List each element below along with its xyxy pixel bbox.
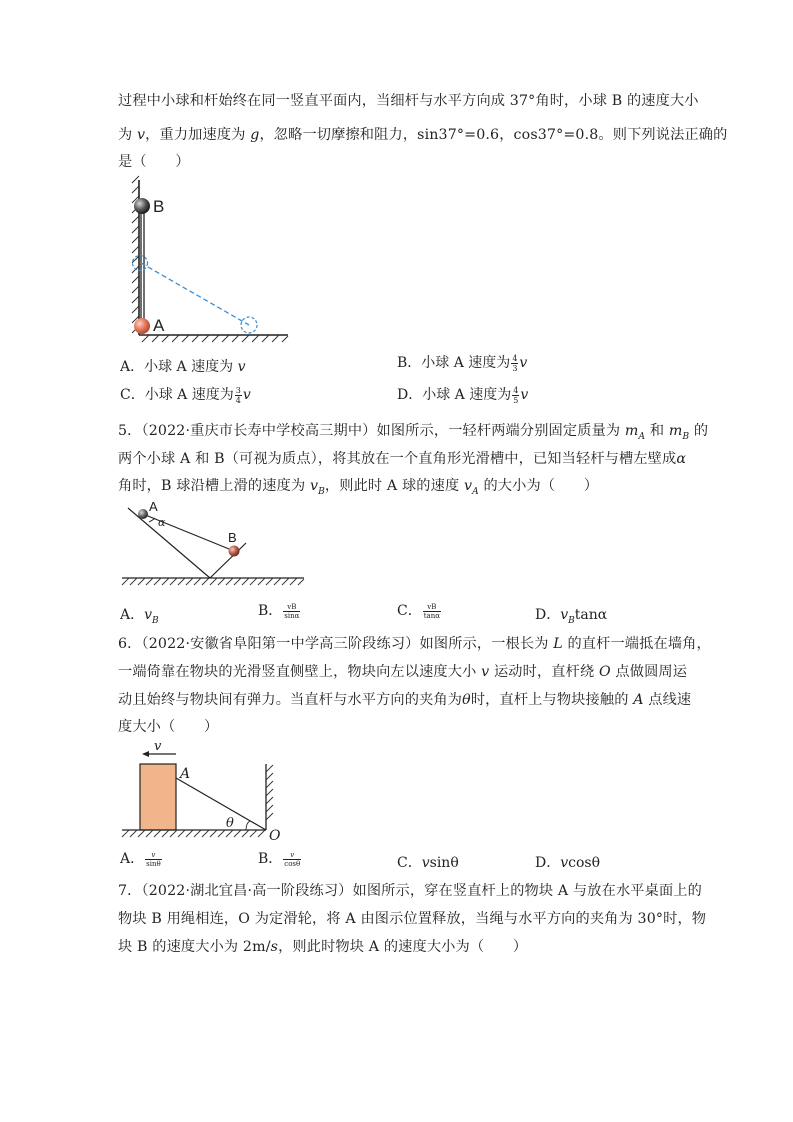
q5-sub: A [472, 486, 479, 497]
q5-option-a-text: A． [120, 607, 145, 623]
q6-option-c-text: C． [397, 855, 422, 871]
q4-text-line-3: 是（ ） [118, 154, 190, 170]
q4-figure [120, 180, 300, 345]
q5-option-d[interactable] [535, 604, 607, 626]
q6-option-d-var: v [560, 855, 569, 871]
q4-var-g: g [250, 127, 260, 143]
q4-option-c[interactable] [120, 384, 251, 405]
q6-var-a: A [633, 692, 644, 708]
q6-option-d-text: D． [535, 855, 561, 871]
q6-angle-arc [246, 821, 250, 830]
q4-option-b-text: B．小球 A 速度为 [397, 355, 511, 371]
frac-numerator: v [283, 851, 301, 860]
q4-option-a-var: v [237, 359, 246, 375]
q5-option-b-fraction [283, 603, 300, 620]
q6-var-v: v [481, 664, 490, 680]
q5-text: 两个小球 A 和 B（可视为质点），将其放在一个直角形光滑槽中，已知当轻杆与槽左壁成 [118, 451, 677, 467]
q6-block [140, 764, 176, 830]
q6-option-b[interactable] [258, 848, 302, 868]
q4-option-c-fraction [235, 386, 242, 405]
q5-var-v: v [309, 478, 319, 494]
q6-ground-hatch [122, 830, 265, 837]
q6-label-a: A [180, 766, 191, 782]
q5-text-line-2 [118, 448, 686, 468]
q6-figure [118, 739, 298, 844]
q6-option-c[interactable] [397, 852, 459, 872]
q5-option-b[interactable] [258, 600, 301, 620]
q4-option-a-text: A．小球 A 速度为 [120, 359, 238, 375]
q4-option-b-fraction [511, 354, 518, 373]
q4-text-line-2 [118, 124, 727, 144]
q6-label-o: O [269, 828, 281, 844]
q5-option-a[interactable] [120, 604, 159, 626]
q4-option-d[interactable] [397, 384, 528, 405]
frac-numerator: 4 [513, 385, 519, 395]
q5-text: 的大小为（ ） [478, 478, 599, 494]
q4-option-d-text: D．小球 A 速度为 [397, 387, 512, 403]
q6-text: 的直杆一端抵在墙角， [562, 636, 711, 652]
q6-wall-hatch [266, 765, 273, 820]
q4-text: ，忽略一切摩擦和阻力，sin37°=0.6，cos37°=0.8。则下列说法正确的 [259, 127, 728, 143]
q6-option-d-rest: cosθ [568, 855, 601, 871]
q5-var-m: m [624, 423, 639, 439]
q5-option-d-var: v [560, 607, 569, 623]
q4-ball-a [134, 318, 150, 334]
frac-denominator: 3 [512, 363, 518, 373]
q7-text-line-2: 物块 B 用绳相连，O 为定滑轮，将 A 由图示位置释放，当绳与水平方向的夹角为 30°时，物 [118, 911, 707, 927]
q4-option-c-text: C．小球 A 速度为 [120, 387, 234, 403]
q4-option-a[interactable] [120, 356, 246, 376]
frac-numerator: v [145, 851, 162, 860]
frac-numerator: 3 [235, 385, 241, 395]
q4-text-line-1: 过程中小球和杆始终在同一竖直平面内，当细杆与水平方向成 37°角时，小球 B 的速度大小 [118, 93, 699, 109]
q5-label-b: B [228, 530, 237, 545]
q4-option-d-var: v [520, 387, 529, 403]
q5-option-a-sub: B [152, 615, 159, 626]
frac-denominator: sinθ [146, 859, 161, 868]
q6-text: 运动时，直杆绕 [489, 664, 599, 680]
q7-var-s: s [270, 939, 279, 955]
q5-sub: A [638, 431, 646, 442]
q7-text-line-1: 7．（2022·湖北宜昌·高一阶段练习）如图所示，穿在竖直杆上的物块 A 与放在水平桌面上的 [118, 883, 702, 899]
q4-option-c-var: v [242, 387, 251, 403]
q6-var-o: O [598, 664, 611, 680]
q5-option-c-fraction [423, 603, 441, 620]
q6-label-v: v [154, 739, 162, 754]
q5-option-a-var: v [144, 607, 153, 623]
frac-numerator: 4 [512, 353, 518, 363]
q4-option-d-fraction [512, 386, 519, 405]
q5-option-d-rest: tanα [574, 607, 608, 623]
q5-text: 角时，B 球沿槽上滑的速度为 [118, 478, 310, 494]
q6-option-a-text: A． [120, 851, 145, 867]
q5-angle-arc [149, 518, 155, 522]
q7-text: ，则此时物块 A 的速度大小为（ ） [278, 939, 528, 955]
q4-text: ，重力加速度为 [145, 127, 251, 143]
q6-text: 一端倚靠在物块的光滑竖直侧壁上，物块向左以速度大小 [118, 664, 482, 680]
q4-ball-b [134, 198, 150, 214]
q5-option-c-text: C． [397, 603, 422, 619]
q5-text-line-1 [118, 420, 708, 442]
q6-text: 6．（2022·安徽省阜阳第一中学高三阶段练习）如图所示，一根长为 [118, 636, 554, 652]
q5-var-alpha: α [676, 451, 687, 467]
q5-option-c[interactable] [397, 600, 442, 620]
q5-sub: B [682, 431, 690, 442]
q5-var-m: m [668, 423, 683, 439]
q6-text-line-2 [118, 661, 687, 681]
q5-label-a: A [149, 499, 158, 514]
q4-option-b[interactable] [397, 352, 527, 373]
q5-text: 的 [689, 423, 709, 439]
q6-text-line-1 [118, 633, 711, 653]
q5-label-alpha: α [158, 516, 166, 529]
q5-ball-b [229, 546, 240, 557]
q6-option-a[interactable] [120, 848, 163, 868]
q4-option-b-var: v [519, 355, 528, 371]
q4-var-v: v [137, 127, 146, 143]
frac-denominator: cosθ [284, 859, 301, 868]
q7-text: 块 B 的速度大小为 2m/ [118, 939, 271, 955]
q5-text-line-3 [118, 475, 598, 497]
q7-text-line-3 [118, 936, 527, 956]
q5-text: 和 [645, 423, 669, 439]
q6-var-l: L [553, 636, 563, 652]
q6-rod [176, 778, 266, 830]
q6-option-c-var: v [421, 855, 430, 871]
q5-figure [118, 500, 308, 592]
q5-option-d-text: D． [535, 607, 561, 623]
q6-var-theta: θ [462, 692, 471, 708]
q4-label-b: B [153, 197, 165, 216]
q5-text: 5．（2022·重庆市长寿中学校高三期中）如图所示，一轻杆两端分别固定质量为 [118, 423, 625, 439]
q4-floor-hatch [142, 335, 288, 342]
q5-option-d-sub: B [568, 615, 575, 626]
q5-groove-left-wall [128, 508, 210, 578]
q5-option-b-text: B． [258, 603, 283, 619]
q5-sub: B [318, 486, 325, 497]
frac-denominator: sinα [284, 611, 300, 620]
q5-var-v: v [463, 478, 473, 494]
q6-option-b-fraction [283, 851, 301, 868]
frac-numerator: vB [423, 603, 441, 612]
q6-velocity-arrowhead [142, 751, 149, 757]
frac-denominator: 4 [235, 395, 241, 405]
q4-label-a: A [153, 316, 165, 335]
frac-denominator: tanα [423, 611, 440, 620]
q6-text: 点线速 [643, 692, 692, 708]
q6-text-line-3 [118, 689, 691, 709]
frac-numerator: vB [283, 603, 300, 612]
q6-text-line-4: 度大小（ ） [118, 719, 219, 735]
q4-dashed-ball-b [133, 256, 148, 271]
q6-option-b-text: B． [258, 851, 283, 867]
q6-option-c-rest: sinθ [429, 855, 459, 871]
q5-ground-hatch [122, 578, 304, 585]
q6-option-a-fraction [145, 851, 162, 868]
q6-text: 时，直杆上与物块接触的 [470, 692, 634, 708]
q6-text: 点做圆周运 [610, 664, 688, 680]
q6-label-theta: θ [226, 816, 234, 831]
q5-text: ，则此时 A 球的速度 [324, 478, 464, 494]
q6-text: 动且始终与物块间有弹力。当直杆与水平方向的夹角为 [118, 692, 463, 708]
frac-denominator: 5 [513, 395, 519, 405]
q5-ball-a [138, 509, 148, 519]
q4-text: 为 [118, 127, 137, 143]
q6-option-d[interactable] [535, 852, 600, 872]
